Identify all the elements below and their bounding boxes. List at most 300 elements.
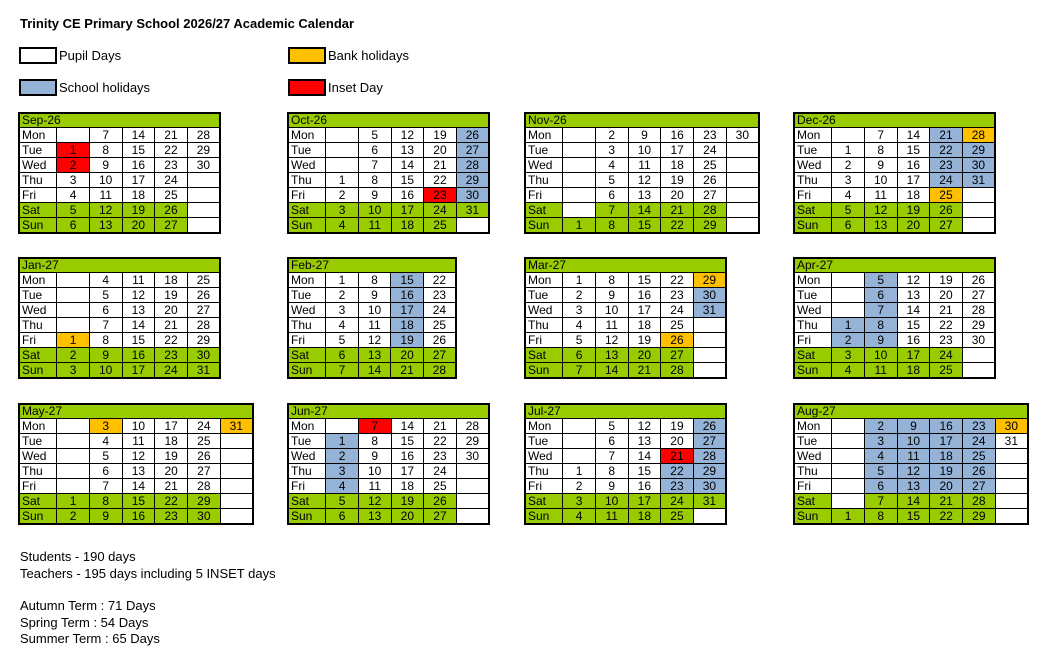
date-cell: 5 [595, 173, 628, 188]
date-cell: 1 [832, 318, 865, 333]
week-row [19, 273, 220, 288]
date-cell: 14 [391, 158, 424, 173]
day-label: Mon [19, 128, 57, 143]
day-label: Mon [19, 273, 57, 288]
week-row [525, 303, 726, 318]
date-cell: 19 [424, 128, 457, 143]
date-cell: 6 [864, 288, 897, 303]
date-cell: 29 [693, 273, 726, 288]
date-cell: 8 [358, 273, 391, 288]
date-cell: 6 [89, 464, 122, 479]
date-cell [326, 128, 359, 143]
date-cell: 7 [864, 303, 897, 318]
date-cell: 29 [963, 509, 996, 525]
date-cell: 25 [155, 188, 188, 203]
date-cell: 27 [693, 434, 726, 449]
week-row [794, 509, 1028, 525]
date-cell: 17 [122, 363, 155, 379]
date-cell: 10 [595, 494, 628, 509]
date-cell: 12 [897, 273, 930, 288]
date-cell [995, 464, 1028, 479]
date-cell: 1 [57, 143, 90, 158]
date-cell: 29 [187, 143, 220, 158]
week-row [525, 273, 726, 288]
day-label: Fri [19, 479, 57, 494]
date-cell: 21 [391, 363, 424, 379]
date-cell: 8 [864, 509, 897, 525]
date-cell: 16 [391, 288, 424, 303]
date-cell: 24 [424, 464, 457, 479]
date-cell [693, 333, 726, 348]
day-label: Mon [19, 419, 57, 434]
date-cell: 8 [89, 143, 122, 158]
date-cell: 29 [456, 434, 489, 449]
date-cell: 27 [187, 303, 220, 318]
date-cell: 10 [864, 173, 897, 188]
day-label: Sun [19, 363, 57, 379]
day-label: Mon [288, 128, 326, 143]
day-label: Sun [288, 218, 326, 234]
date-cell [456, 218, 489, 234]
date-cell: 27 [963, 479, 996, 494]
day-label: Thu [525, 173, 563, 188]
date-cell: 5 [563, 333, 596, 348]
date-cell: 11 [89, 188, 122, 203]
date-cell: 17 [628, 303, 661, 318]
date-cell [220, 479, 253, 494]
date-cell: 29 [962, 318, 995, 333]
date-cell: 8 [358, 434, 391, 449]
week-row [288, 449, 489, 464]
week-row [794, 128, 995, 143]
date-cell: 30 [995, 419, 1028, 434]
week-row [794, 434, 1028, 449]
date-cell: 19 [661, 173, 694, 188]
day-label: Fri [19, 333, 57, 348]
date-cell: 15 [897, 318, 930, 333]
day-label: Sat [288, 494, 326, 509]
date-cell: 5 [57, 203, 90, 218]
date-cell: 26 [962, 273, 995, 288]
date-cell: 14 [628, 449, 661, 464]
date-cell [726, 143, 759, 158]
week-row [19, 318, 220, 333]
date-cell: 15 [628, 273, 661, 288]
date-cell: 21 [424, 158, 457, 173]
week-row [19, 203, 220, 218]
date-cell: 23 [155, 158, 188, 173]
day-label: Tue [794, 434, 832, 449]
date-cell: 30 [187, 158, 220, 173]
date-cell [187, 173, 220, 188]
month-header: Jun-27 [288, 404, 489, 419]
date-cell: 11 [864, 188, 897, 203]
date-cell: 8 [595, 273, 628, 288]
week-row [794, 494, 1028, 509]
date-cell: 28 [963, 494, 996, 509]
day-label: Fri [794, 333, 832, 348]
date-cell: 22 [930, 318, 963, 333]
date-cell: 22 [661, 464, 694, 479]
date-cell: 12 [89, 203, 122, 218]
week-row [525, 348, 726, 363]
date-cell: 12 [122, 449, 155, 464]
date-cell: 26 [930, 203, 963, 218]
date-cell [220, 464, 253, 479]
date-cell: 28 [187, 128, 220, 143]
date-cell: 27 [456, 143, 489, 158]
day-label: Sun [794, 218, 832, 234]
date-cell [57, 303, 90, 318]
date-cell: 25 [661, 318, 694, 333]
date-cell: 23 [694, 128, 727, 143]
date-cell: 10 [122, 419, 155, 434]
day-label: Mon [288, 419, 326, 434]
date-cell [726, 218, 759, 234]
date-cell: 5 [326, 494, 359, 509]
week-row [288, 333, 456, 348]
date-cell: 14 [628, 203, 661, 218]
day-label: Fri [525, 333, 563, 348]
date-cell [726, 173, 759, 188]
date-cell: 6 [358, 143, 391, 158]
summer-term: Summer Term : 65 Days [20, 631, 160, 646]
date-cell: 21 [930, 303, 963, 318]
date-cell: 16 [122, 509, 155, 525]
date-cell [962, 363, 995, 379]
day-label: Tue [19, 434, 57, 449]
date-cell: 18 [391, 318, 424, 333]
date-cell: 18 [628, 318, 661, 333]
day-label: Thu [19, 464, 57, 479]
date-cell: 6 [563, 348, 596, 363]
week-row [525, 419, 726, 434]
date-cell: 19 [930, 273, 963, 288]
date-cell: 18 [391, 218, 424, 234]
week-row [19, 479, 253, 494]
day-label: Wed [288, 158, 326, 173]
date-cell: 11 [358, 318, 391, 333]
date-cell: 27 [188, 464, 221, 479]
week-row [525, 188, 759, 203]
date-cell: 11 [122, 434, 155, 449]
day-label: Wed [288, 303, 326, 318]
week-row [19, 173, 220, 188]
date-cell: 21 [661, 203, 694, 218]
week-row [288, 494, 489, 509]
date-cell: 16 [122, 348, 155, 363]
date-cell: 4 [563, 509, 596, 525]
date-cell [57, 479, 90, 494]
day-label: Thu [794, 464, 832, 479]
date-cell: 6 [595, 188, 628, 203]
date-cell: 21 [424, 419, 457, 434]
date-cell [726, 158, 759, 173]
date-cell: 17 [930, 434, 963, 449]
date-cell: 18 [897, 363, 930, 379]
date-cell: 26 [423, 333, 456, 348]
week-row [19, 188, 220, 203]
date-cell [220, 449, 253, 464]
day-label: Thu [794, 173, 832, 188]
date-cell: 7 [89, 318, 122, 333]
date-cell [563, 434, 596, 449]
date-cell: 4 [832, 188, 865, 203]
date-cell: 20 [424, 143, 457, 158]
date-cell: 17 [897, 173, 930, 188]
date-cell: 14 [595, 363, 628, 379]
date-cell: 8 [595, 464, 628, 479]
month-calendar [793, 112, 996, 234]
month-calendar [287, 403, 490, 525]
date-cell: 14 [358, 363, 391, 379]
date-cell: 16 [897, 333, 930, 348]
day-label: Sun [525, 509, 563, 525]
date-cell: 12 [358, 333, 391, 348]
date-cell: 16 [897, 158, 930, 173]
date-cell: 5 [358, 128, 391, 143]
date-cell [326, 419, 359, 434]
date-cell: 9 [358, 188, 391, 203]
date-cell: 3 [864, 434, 897, 449]
date-cell: 24 [423, 303, 456, 318]
date-cell: 4 [326, 218, 359, 234]
date-cell [220, 509, 253, 525]
date-cell: 19 [122, 203, 155, 218]
date-cell: 9 [864, 158, 897, 173]
date-cell [220, 434, 253, 449]
date-cell: 28 [187, 318, 220, 333]
date-cell: 3 [57, 363, 90, 379]
date-cell: 8 [358, 173, 391, 188]
week-row [288, 188, 489, 203]
day-label: Wed [19, 158, 57, 173]
date-cell [832, 128, 865, 143]
day-label: Wed [19, 303, 57, 318]
month-calendar [524, 257, 727, 379]
date-cell [57, 449, 90, 464]
legend-swatch-pupil [19, 47, 57, 64]
date-cell: 7 [595, 203, 628, 218]
date-cell: 10 [864, 348, 897, 363]
date-cell: 3 [563, 494, 596, 509]
date-cell: 9 [358, 288, 391, 303]
date-cell: 3 [57, 173, 90, 188]
date-cell: 30 [962, 333, 995, 348]
day-label: Sat [794, 494, 832, 509]
week-row [288, 288, 456, 303]
date-cell: 11 [595, 509, 628, 525]
month-header: Dec-26 [794, 113, 995, 128]
date-cell: 28 [694, 203, 727, 218]
date-cell: 1 [563, 464, 596, 479]
date-cell: 19 [155, 288, 188, 303]
date-cell: 7 [89, 479, 122, 494]
month-header: Aug-27 [794, 404, 1028, 419]
day-label: Sun [19, 218, 57, 234]
date-cell: 13 [628, 434, 661, 449]
date-cell: 21 [930, 494, 963, 509]
day-label: Mon [794, 273, 832, 288]
week-row [288, 318, 456, 333]
date-cell: 2 [57, 348, 90, 363]
date-cell: 4 [563, 318, 596, 333]
day-label: Thu [794, 318, 832, 333]
day-label: Wed [288, 449, 326, 464]
date-cell: 2 [57, 509, 90, 525]
date-cell: 7 [89, 128, 122, 143]
month-calendar [287, 112, 490, 234]
date-cell: 6 [832, 218, 865, 234]
date-cell: 15 [122, 143, 155, 158]
date-cell: 9 [897, 419, 930, 434]
date-cell: 20 [661, 188, 694, 203]
week-row [19, 158, 220, 173]
date-cell: 10 [595, 303, 628, 318]
week-row [525, 218, 759, 234]
date-cell [832, 449, 865, 464]
date-cell: 22 [661, 273, 694, 288]
day-label: Thu [525, 464, 563, 479]
date-cell: 25 [930, 188, 963, 203]
date-cell: 28 [661, 363, 694, 379]
date-cell: 12 [391, 128, 424, 143]
date-cell: 30 [693, 288, 726, 303]
day-label: Tue [288, 288, 326, 303]
week-row [794, 449, 1028, 464]
month-calendar [18, 257, 221, 379]
date-cell: 9 [358, 449, 391, 464]
day-label: Sat [794, 348, 832, 363]
day-label: Fri [288, 188, 326, 203]
date-cell: 20 [122, 218, 155, 234]
day-label: Mon [525, 273, 563, 288]
date-cell: 31 [995, 434, 1028, 449]
date-cell: 2 [326, 188, 359, 203]
month-header: Oct-26 [288, 113, 489, 128]
date-cell: 11 [595, 318, 628, 333]
date-cell: 3 [595, 143, 628, 158]
date-cell: 3 [832, 348, 865, 363]
date-cell [995, 509, 1028, 525]
day-label: Sat [19, 203, 57, 218]
date-cell: 26 [187, 288, 220, 303]
day-label: Sat [525, 203, 563, 218]
day-label: Sun [19, 509, 57, 525]
date-cell [57, 318, 90, 333]
legend-label: Pupil Days [59, 48, 122, 63]
date-cell [832, 434, 865, 449]
legend-label: Bank holidays [328, 48, 409, 63]
date-cell: 17 [391, 464, 424, 479]
day-label: Fri [525, 479, 563, 494]
week-row [525, 434, 726, 449]
week-row [794, 218, 995, 234]
week-row [288, 464, 489, 479]
date-cell: 22 [423, 273, 456, 288]
date-cell: 1 [57, 494, 90, 509]
date-cell: 4 [326, 318, 358, 333]
day-label: Mon [794, 128, 832, 143]
date-cell: 10 [89, 173, 122, 188]
date-cell [832, 479, 865, 494]
date-cell: 23 [661, 479, 694, 494]
month-header: Sep-26 [19, 113, 220, 128]
date-cell: 2 [563, 288, 596, 303]
date-cell: 26 [694, 173, 727, 188]
week-row [288, 363, 456, 379]
day-label: Thu [19, 318, 57, 333]
date-cell: 1 [832, 143, 865, 158]
week-row [288, 158, 489, 173]
week-row [288, 218, 489, 234]
week-row [794, 173, 995, 188]
date-cell: 14 [897, 494, 930, 509]
day-label: Wed [525, 449, 563, 464]
week-row [525, 318, 726, 333]
date-cell: 28 [693, 449, 726, 464]
date-cell: 5 [89, 449, 122, 464]
day-label: Fri [525, 188, 563, 203]
day-label: Sun [525, 218, 563, 234]
date-cell: 10 [358, 464, 391, 479]
day-label: Sat [288, 203, 326, 218]
date-cell: 23 [963, 419, 996, 434]
date-cell [832, 288, 865, 303]
month-header: Apr-27 [794, 258, 995, 273]
date-cell: 23 [930, 158, 963, 173]
day-label: Mon [794, 419, 832, 434]
day-label: Mon [288, 273, 326, 288]
date-cell: 24 [661, 494, 694, 509]
date-cell: 3 [326, 203, 359, 218]
date-cell [187, 188, 220, 203]
date-cell: 2 [832, 158, 865, 173]
date-cell: 2 [563, 479, 596, 494]
date-cell: 15 [391, 434, 424, 449]
date-cell: 21 [155, 479, 188, 494]
date-cell: 7 [595, 449, 628, 464]
date-cell: 29 [188, 494, 221, 509]
date-cell: 13 [897, 288, 930, 303]
week-row [19, 288, 220, 303]
date-cell [57, 419, 90, 434]
date-cell [693, 509, 726, 525]
week-row [794, 348, 995, 363]
date-cell: 13 [595, 348, 628, 363]
date-cell: 14 [122, 479, 155, 494]
date-cell: 21 [155, 128, 188, 143]
date-cell: 15 [897, 509, 930, 525]
date-cell: 4 [326, 479, 359, 494]
date-cell: 19 [391, 494, 424, 509]
date-cell [832, 494, 865, 509]
date-cell: 31 [693, 494, 726, 509]
date-cell: 21 [628, 363, 661, 379]
date-cell: 3 [326, 464, 359, 479]
date-cell: 30 [456, 449, 489, 464]
date-cell: 12 [595, 333, 628, 348]
week-row [288, 273, 456, 288]
date-cell: 18 [391, 479, 424, 494]
week-row [288, 348, 456, 363]
date-cell [326, 158, 359, 173]
week-row [288, 173, 489, 188]
week-row [19, 218, 220, 234]
date-cell: 21 [930, 128, 963, 143]
day-label: Fri [288, 479, 326, 494]
date-cell: 7 [358, 158, 391, 173]
